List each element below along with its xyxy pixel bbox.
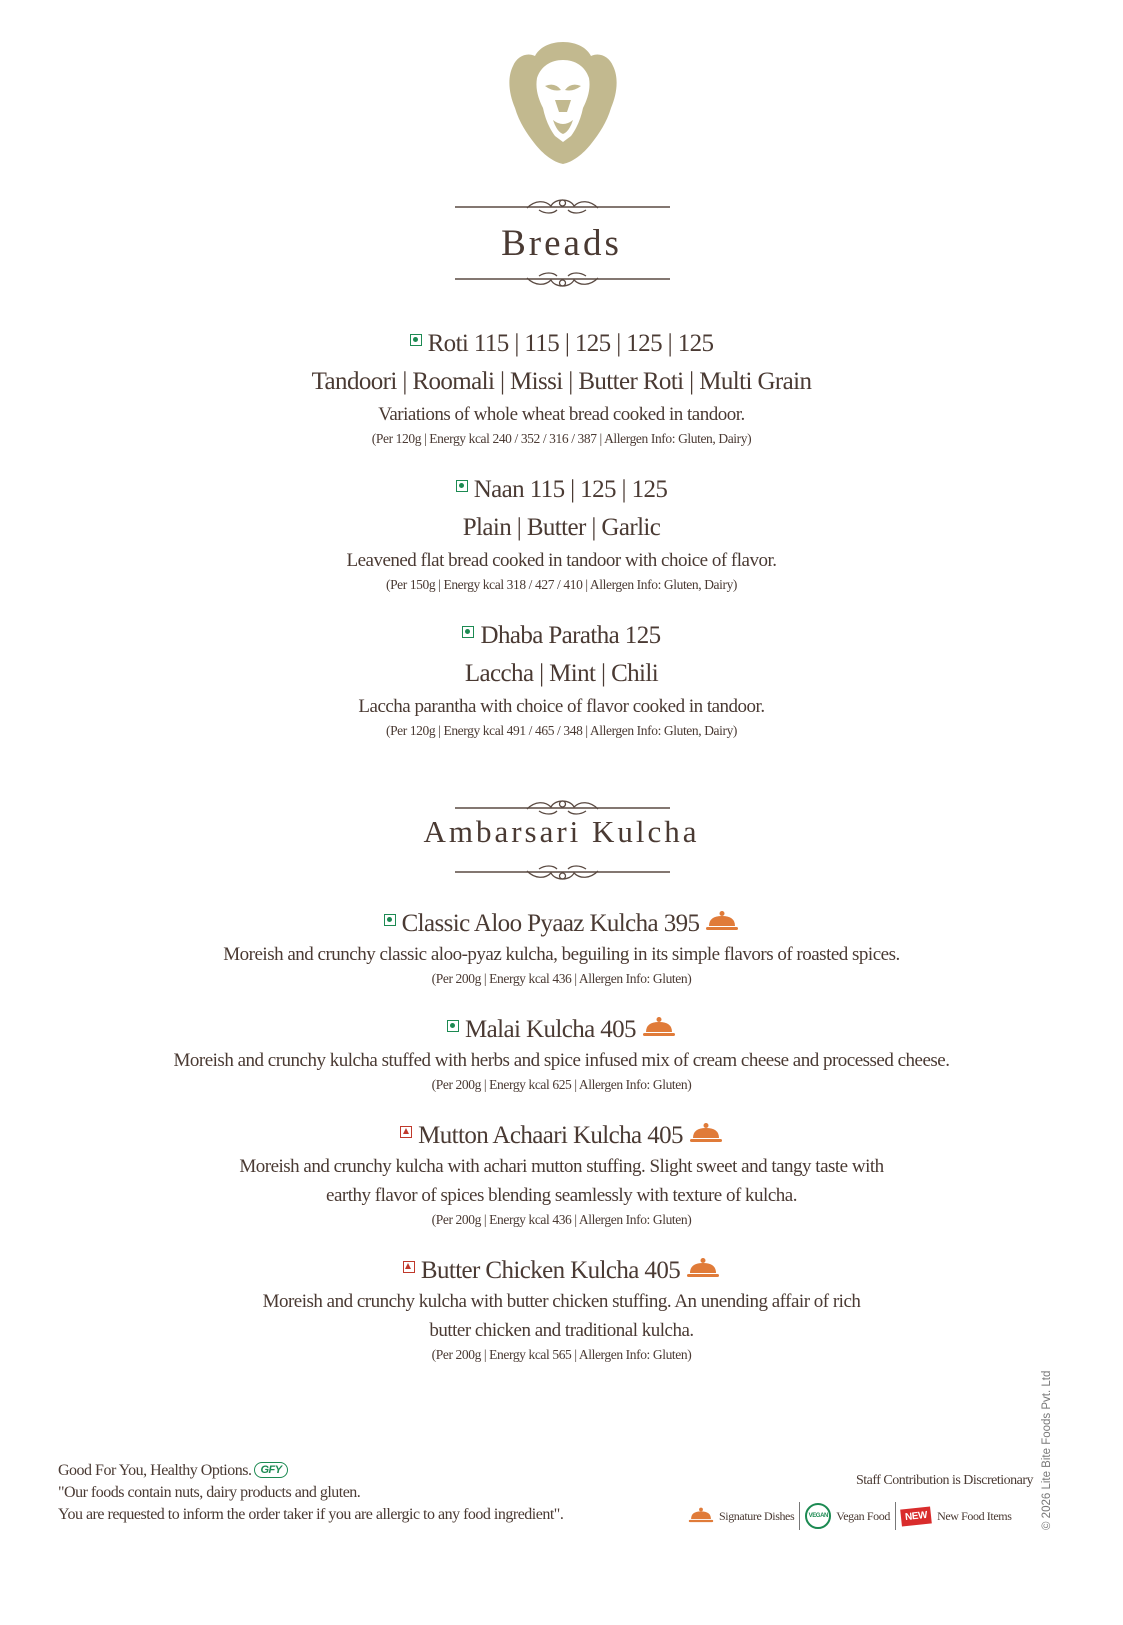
signature-dish-icon (688, 1506, 714, 1526)
menu-item (0, 620, 1123, 741)
menu-item (0, 1014, 1123, 1095)
item-nutrition-info: (Per 200g | Energy kcal 436 | Allergen Info: Gluten) (431, 1212, 692, 1227)
item-description: Variations of whole wheat bread cooked in tandoor. (378, 404, 745, 425)
icon-legend (688, 1499, 1033, 1533)
allergen-note-cont: You are requested to inform the order taker if you are allergic to any food ingredient". (58, 1506, 564, 1523)
vegan-badge-text: VEGAN (808, 1513, 828, 1519)
lion-logo (505, 38, 621, 166)
signature-dish-icon (689, 1122, 723, 1146)
ornament-divider (455, 861, 670, 883)
veg-icon (447, 1020, 459, 1032)
item-nutrition-info: (Per 200g | Energy kcal 625 | Allergen Info: Gluten) (431, 1077, 692, 1092)
ornament-divider (455, 268, 670, 290)
item-description: Moreish and crunchy kulcha with achari mutton stuffing. Slight sweet and tangy taste with (239, 1156, 884, 1177)
item-description: Moreish and crunchy kulcha with butter chicken stuffing. An unending affair of rich (262, 1291, 861, 1312)
legend-divider (895, 1502, 896, 1530)
signature-dish-icon (686, 1257, 720, 1281)
nonveg-icon (403, 1261, 415, 1273)
menu-item (0, 1255, 1123, 1365)
vegan-icon (805, 1503, 831, 1529)
item-title: Mutton Achaari Kulcha 405 (418, 1122, 683, 1149)
veg-icon (462, 626, 474, 638)
section-title-kulcha: Ambarsari Kulcha (423, 814, 700, 849)
veg-icon (384, 914, 396, 926)
legend-vegan (805, 1503, 890, 1529)
menu-item (0, 474, 1123, 595)
breads-list (0, 328, 1123, 741)
item-title: Classic Aloo Pyaaz Kulcha 395 (401, 910, 700, 937)
item-title: Butter Chicken Kulcha 405 (420, 1257, 681, 1284)
kulcha-list (0, 908, 1123, 1365)
legend-signature (688, 1506, 794, 1526)
legend-vegan-label: Vegan Food (836, 1508, 890, 1523)
ornament-divider (455, 196, 670, 218)
menu-item (0, 908, 1123, 989)
signature-dish-icon (642, 1016, 676, 1040)
item-nutrition-info: (Per 200g | Energy kcal 436 | Allergen Info: Gluten) (431, 971, 692, 986)
item-nutrition-info: (Per 200g | Energy kcal 565 | Allergen Info: Gluten) (431, 1347, 692, 1362)
nonveg-icon (400, 1126, 412, 1138)
healthy-options-text: Good For You, Healthy Options. (58, 1462, 252, 1479)
item-nutrition-info: (Per 120g | Energy kcal 491 / 465 / 348 | Allergen Info: Gluten, Dairy) (385, 723, 738, 738)
gfy-badge: GFY (254, 1462, 287, 1478)
signature-dish-icon (705, 910, 739, 934)
item-title: Dhaba Paratha 125 (480, 622, 661, 649)
item-description: Moreish and crunchy classic aloo-pyaz kulcha, beguiling in its simple flavors of roasted spices. (223, 944, 900, 965)
staff-contribution-note: Staff Contribution is Discretionary (855, 1473, 1033, 1488)
item-description: Laccha parantha with choice of flavor cooked in tandoor. (358, 696, 765, 717)
veg-icon (410, 334, 422, 346)
item-description-cont: butter chicken and traditional kulcha. (429, 1320, 694, 1341)
menu-item (0, 328, 1123, 449)
item-nutrition-info: (Per 150g | Energy kcal 318 / 427 / 410 | Allergen Info: Gluten, Dairy) (385, 577, 738, 592)
menu-item (0, 1120, 1123, 1230)
item-variants: Laccha | Mint | Chili (464, 660, 659, 687)
item-variants: Plain | Butter | Garlic (462, 514, 661, 541)
item-description-cont: earthy flavor of spices blending seamlessly with texture of kulcha. (326, 1185, 797, 1206)
legend-new-label: New Food Items (937, 1508, 1012, 1523)
item-variants: Tandoori | Roomali | Missi | Butter Roti | Multi Grain (311, 368, 812, 395)
item-nutrition-info: (Per 120g | Energy kcal 240 / 352 / 316 / 387 | Allergen Info: Gluten, Dairy) (371, 431, 752, 446)
item-title: Roti 115 | 115 | 125 | 125 | 125 (427, 330, 714, 357)
item-title: Malai Kulcha 405 (465, 1016, 636, 1043)
footer-notes (58, 1460, 563, 1526)
item-description: Leavened flat bread cooked in tandoor with choice of flavor. (346, 550, 777, 571)
section-title-breads: Breads (501, 223, 622, 264)
new-badge: NEW (900, 1506, 932, 1526)
legend-divider (799, 1502, 800, 1530)
item-title: Naan 115 | 125 | 125 (473, 476, 668, 503)
copyright-text: © 2026 Lite Bite Foods Pvt. Ltd (1041, 1370, 1053, 1530)
item-description: Moreish and crunchy kulcha stuffed with herbs and spice infused mix of cream cheese and processed cheese. (173, 1050, 950, 1071)
legend-signature-label: Signature Dishes (719, 1508, 795, 1523)
legend-new (901, 1508, 1012, 1525)
allergen-note: "Our foods contain nuts, dairy products and gluten. (58, 1484, 361, 1501)
veg-icon (456, 480, 468, 492)
